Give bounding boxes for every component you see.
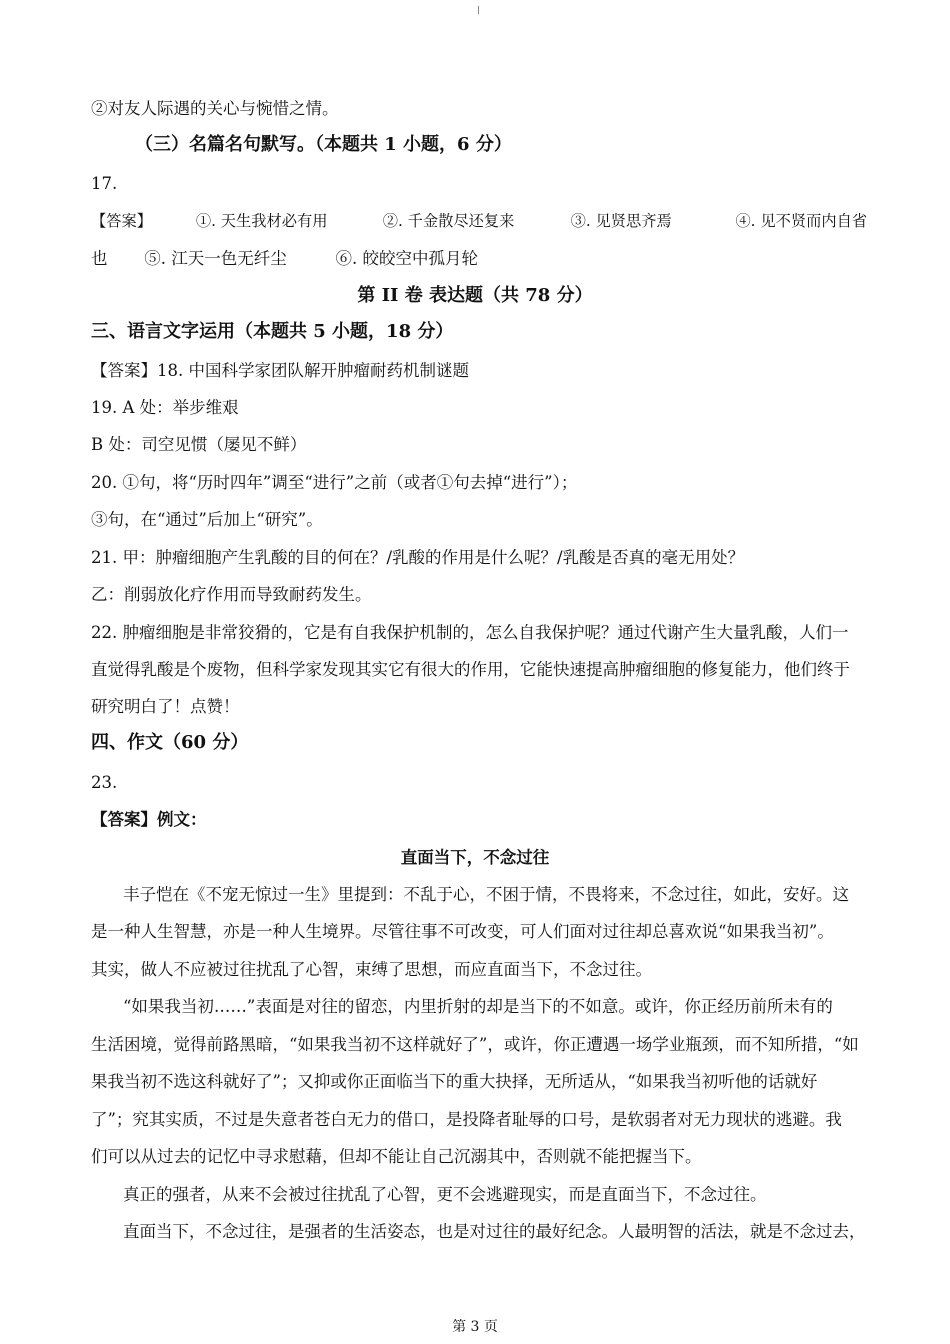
q19-a: 19. A 处：举步维艰 [91,398,239,417]
q18-answer: 【答案】18. 中国科学家团队解开肿瘤耐药机制谜题 [91,361,469,380]
essay-line-1: 丰子恺在《不宠无惊过一生》里提到：不乱于心，不困于情，不畏将来，不念过往，如此，安好。这 [123,885,849,904]
essay-line-7: 了”；究其实质，不过是失意者苍白无力的借口，是投降者耻辱的口号，是软弱者对无力现状的逃避。我 [91,1110,842,1129]
essay-section-heading: 四、作文（60 分） [91,732,249,753]
essay-title: 直面当下，不念过往 [400,848,550,867]
q17-answer-row2 [91,248,478,270]
q17-item-3: ③. 见贤思齐焉 [570,212,672,230]
q21-a: 21. 甲：肿瘤细胞产生乳酸的目的何在？/乳酸的作用是什么呢？/乳酸是否真的毫无用处？ [91,548,745,567]
q19-b: B 处：司空见惯（屡见不鲜） [91,435,307,454]
q23-number: 23. [91,773,118,792]
top-line: ②对友人际遇的关心与惋惜之情。 [91,99,339,118]
essay-line-8: 们可以从过去的记忆中寻求慰藉，但却不能让自己沉溺其中，否则就不能把握当下。 [91,1147,702,1166]
q17-number: 17. [91,174,118,193]
essay-line-3: 其实，做人不应被过往扰乱了心智，束缚了思想，而应直面当下，不念过往。 [91,960,652,979]
q22-line-2: 直觉得乳酸是个废物，但科学家发现其实它有很大的作用，它能快速提高肿瘤细胞的修复能力，他们终于 [91,660,850,679]
q17-item-5: ⑤. 江天一色无纤尘 [144,249,287,268]
q22-line-3: 研究明白了！点赞！ [91,697,240,716]
q17-item-1: ①. 天生我材必有用 [195,212,328,230]
q17-item-2: ②. 千金散尽还复来 [382,212,515,230]
essay-answer-label: 【答案】例文： [91,810,207,829]
q20-b: ③句，在“通过”后加上“研究”。 [91,510,323,529]
essay-line-9: 真正的强者，从来不会被过往扰乱了心智，更不会逃避现实，而是直面当下，不念过往。 [123,1185,767,1204]
part2-title: 第 II 卷 表达题（共 78 分） [357,285,593,306]
q21-b: 乙：削弱放化疗作用而导致耐药发生。 [91,585,372,604]
essay-line-10: 直面当下，不念过往，是强者的生活姿态，也是对过往的最好纪念。人最明智的活法，就是不念过去， [123,1222,866,1241]
lang-section-heading: 三、语言文字运用（本题共 5 小题，18 分） [91,321,454,342]
top-tick-mark [478,6,479,14]
q17-answer-row1 [91,210,867,232]
q17-item-4: ④. 见不贤而内自省 [735,212,868,230]
q17-item-4-cont: 也 [91,249,108,268]
essay-line-5: 生活困境，觉得前路黑暗，“如果我当初不这样就好了”，或许，你正遭遇一场学业瓶颈，而不知所措，“如 [91,1035,859,1054]
essay-line-2: 是一种人生智慧，亦是一种人生境界。尽管往事不可改变，可人们面对过往却总喜欢说“如果我当初”。 [91,922,834,941]
essay-line-4: “如果我当初……”表面是对往的留恋，内里折射的却是当下的不如意。或许，你正经历前所未有的 [123,997,833,1016]
essay-line-6: 果我当初不选这科就好了”；又抑或你正面临当下的重大抉择，无所适从，“如果我当初听他的话就好 [91,1072,818,1091]
answer-label: 【答案】 [91,212,152,230]
q20-a: 20. ①句，将“历时四年”调至“进行”之前（或者①句去掉“进行”）； [91,473,578,492]
q22-line-1: 22. 肿瘤细胞是非常狡猾的，它是有自我保护机制的，怎么自我保护呢？通过代谢产生大量乳酸，人们一 [91,623,849,642]
section3-heading: （三）名篇名句默写。（本题共 1 小题，6 分） [135,134,512,155]
q17-item-6: ⑥. 皎皎空中孤月轮 [335,249,478,268]
page-number: 第 3 页 [452,1319,498,1335]
